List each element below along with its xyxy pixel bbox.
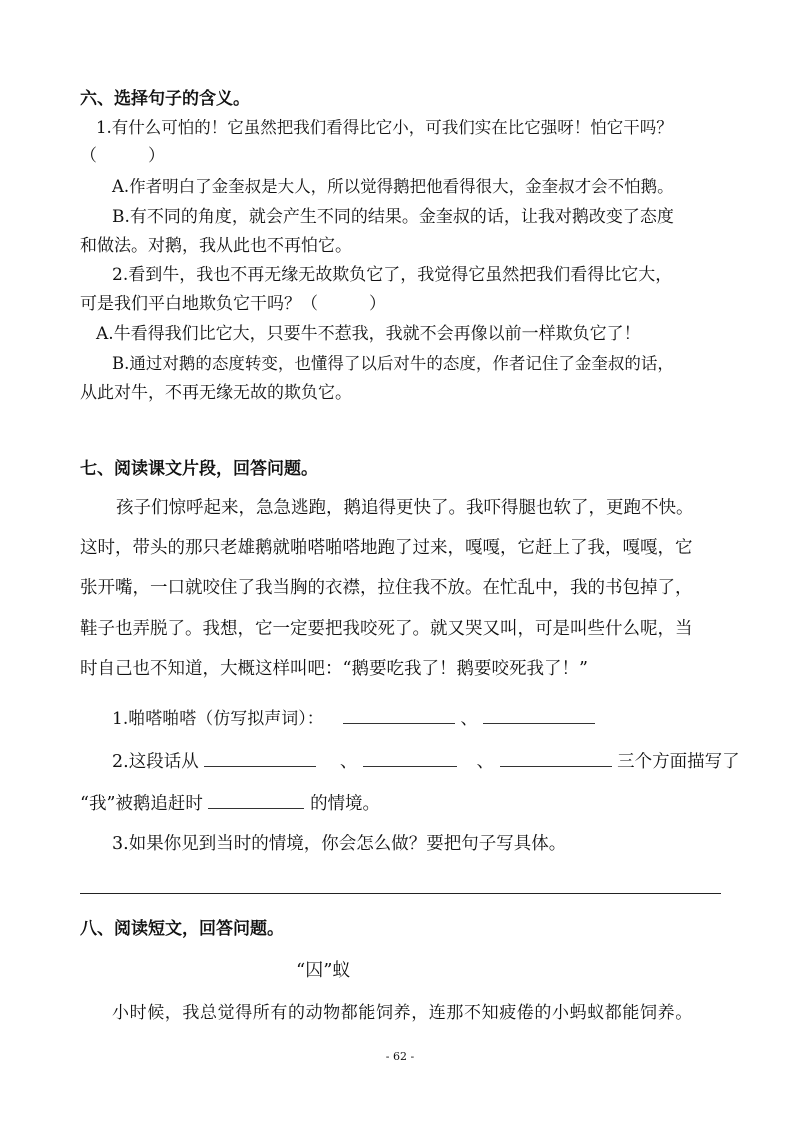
option-6-1-b-line1: B.有不同的角度，就会产生不同的结果。金奎叔的话，让我对鹅改变了态度 xyxy=(112,207,674,227)
passage-line-5: 时自己也不知道，大概这样叫吧：“鹅要吃我了！鹅要咬死我了！” xyxy=(80,659,588,679)
section-7-heading: 七、阅读课文片段，回答问题。 xyxy=(80,459,318,479)
question-7-2-line1 xyxy=(112,748,740,775)
answer-blank-7-2-a[interactable] xyxy=(204,748,316,767)
passage-line-2: 这时，带头的那只老雄鹅就啪嗒啪嗒地跑了过来，嘎嘎，它赶上了我，嘎嘎，它 xyxy=(80,538,693,558)
section-6-heading: 六、选择句子的含义。 xyxy=(80,89,250,109)
answer-blank-7-1-a[interactable] xyxy=(343,705,455,724)
story-title: “囚”蚁 xyxy=(296,960,351,981)
option-6-2-b-line1: B.通过对鹅的态度转变，也懂得了以后对牛的态度，作者记住了金奎叔的话， xyxy=(112,354,674,373)
passage-line-1: 孩子们惊呼起来，急急逃跑，鹅追得更快了。我吓得腿也软了，更跑不快。 xyxy=(116,498,694,518)
question-6-1: 1.有什么可怕的！它虽然把我们看得比它小，可我们实在比它强呀！怕它干吗？ xyxy=(96,118,673,137)
option-6-1-b-line2: 和做法。对鹅，我从此也不再怕它。 xyxy=(80,236,352,256)
answer-blank-7-2-b[interactable] xyxy=(363,748,457,767)
question-7-2-prefix: 2.这段话从 xyxy=(112,752,199,772)
option-6-2-a: A.牛看得我们比它大，只要牛不惹我，我就不会再像以前一样欺负它了！ xyxy=(96,324,641,344)
separator: 、 xyxy=(476,752,495,772)
answer-blank-7-2-c[interactable] xyxy=(500,748,612,767)
question-7-2-suffix: 三个方面描写了 xyxy=(617,752,740,772)
question-6-2-line2: 可是我们平白地欺负它干吗？（ ） xyxy=(80,294,386,314)
question-7-2-line2-suffix: 的情境。 xyxy=(310,794,381,814)
separator: 、 xyxy=(460,709,478,729)
option-6-2-b-line2: 从此对牛，不再无缘无故的欺负它。 xyxy=(80,383,352,403)
option-6-1-a: A.作者明白了金奎叔是大人，所以觉得鹅把他看得很大，金奎叔才会不怕鹅。 xyxy=(112,177,674,196)
passage-line-4: 鞋子也弄脱了。我想，它一定要把我咬死了。就又哭又叫，可是叫些什么呢，当 xyxy=(80,619,693,639)
question-7-1 xyxy=(112,705,595,732)
separator: 、 xyxy=(339,752,358,772)
question-6-2-line1: 2.看到牛，我也不再无缘无故欺负它了，我觉得它虽然把我们看得比它大， xyxy=(112,265,673,285)
section-8-heading: 八、阅读短文，回答问题。 xyxy=(80,919,284,939)
story-line-1: 小时候，我总觉得所有的动物都能饲养，连那不知疲倦的小蚂蚁都能饲养。 xyxy=(112,1003,693,1023)
page-number: - 62 - xyxy=(385,1050,415,1063)
answer-blank-7-2-d[interactable] xyxy=(208,790,304,809)
question-7-2-line2-prefix: “我”被鹅追赶时 xyxy=(80,794,203,814)
question-7-1-label: 1.啪嗒啪嗒（仿写拟声词）： xyxy=(112,709,324,729)
answer-line[interactable] xyxy=(80,893,721,894)
passage-line-3: 张开嘴，一口就咬住了我当胸的衣襟，拉住我不放。在忙乱中，我的书包掉了， xyxy=(80,578,693,598)
answer-paren-6-1: （ ） xyxy=(80,146,165,166)
question-7-2-line2 xyxy=(80,790,380,817)
answer-blank-7-1-b[interactable] xyxy=(483,705,595,724)
question-7-3: 3.如果你见到当时的情境，你会怎么做？要把句子写具体。 xyxy=(112,834,567,854)
